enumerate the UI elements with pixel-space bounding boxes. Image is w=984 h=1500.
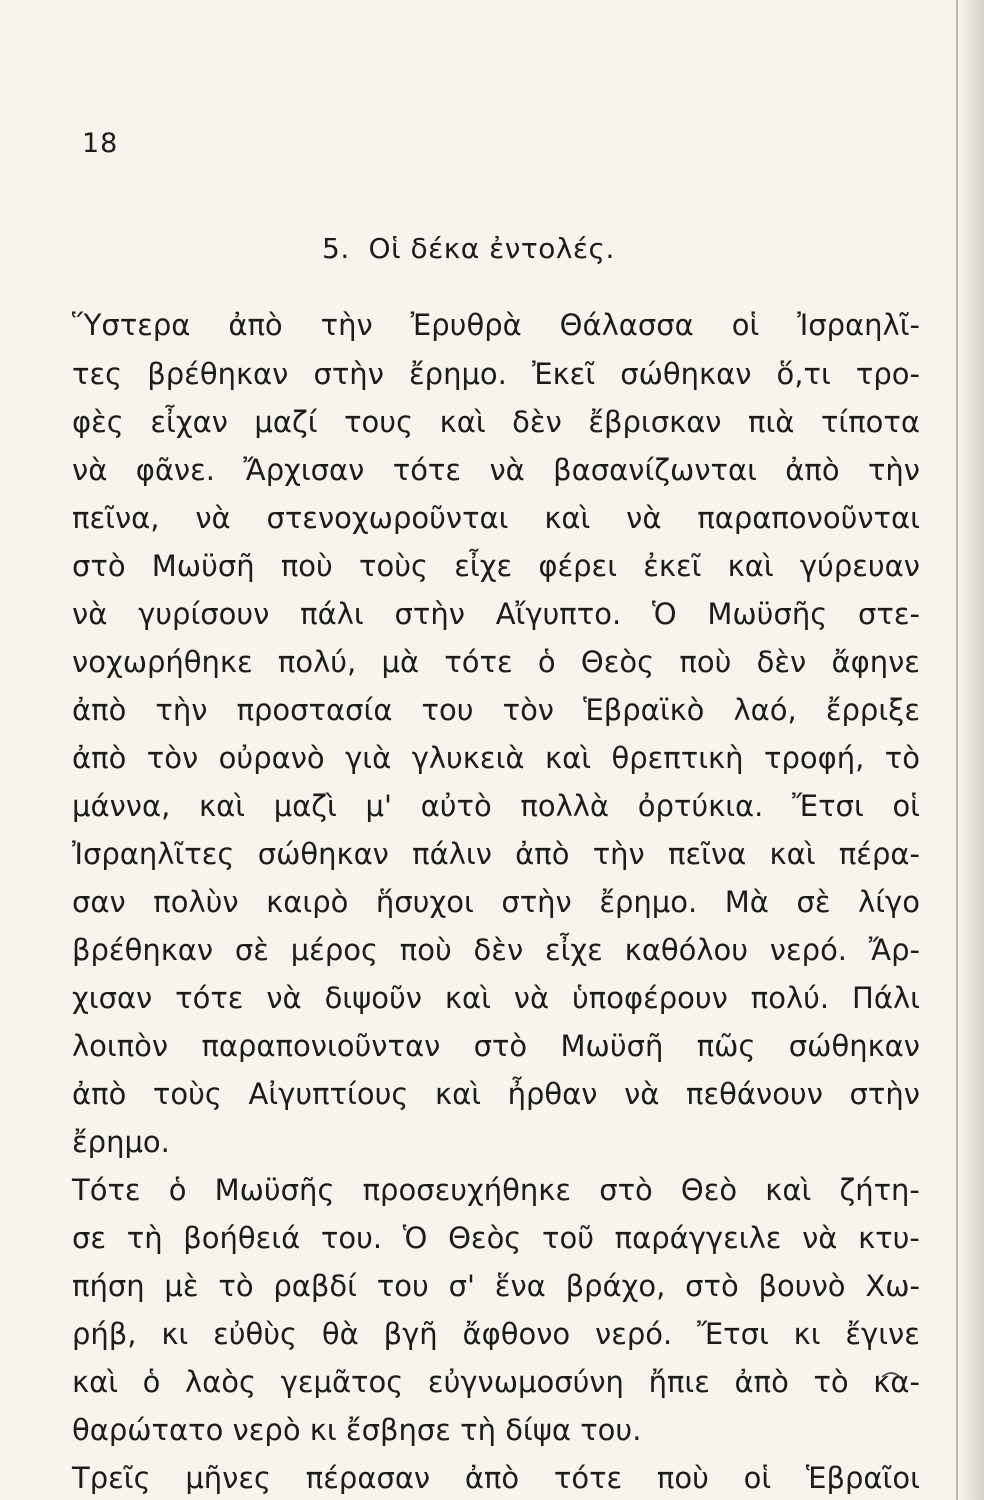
word: καὶ bbox=[439, 405, 486, 439]
word: νερό. bbox=[595, 1317, 673, 1351]
word: νὰ bbox=[72, 453, 108, 487]
text-line bbox=[72, 1168, 920, 1212]
text-line bbox=[72, 1312, 920, 1356]
word: στὸ bbox=[685, 1269, 739, 1303]
text-line bbox=[72, 736, 920, 780]
word: τὴν bbox=[867, 453, 920, 487]
word: ἔγινε bbox=[845, 1317, 920, 1351]
text-line bbox=[72, 976, 920, 1020]
word: τους bbox=[344, 405, 414, 439]
text-line bbox=[72, 640, 920, 684]
word: στε- bbox=[858, 597, 920, 631]
word: χισαν bbox=[72, 981, 153, 1015]
word: στὴν bbox=[394, 597, 465, 631]
word: λαὸς bbox=[185, 1365, 257, 1399]
word: νὰ bbox=[489, 453, 525, 487]
word: Αἴγυπτο. bbox=[495, 597, 622, 631]
word: οὐρανὸ bbox=[218, 741, 325, 775]
word: τρο- bbox=[855, 357, 920, 391]
word: νερό. bbox=[769, 933, 848, 967]
word: αὐτὸ bbox=[420, 789, 492, 823]
word: πιὰ bbox=[748, 405, 795, 439]
word: γεμᾶτος bbox=[280, 1365, 404, 1399]
text-line bbox=[72, 1072, 920, 1116]
word: τὸν bbox=[502, 693, 555, 727]
word: ὅ,τι bbox=[776, 357, 831, 391]
word: ποὺ bbox=[399, 933, 452, 967]
word: τότε bbox=[444, 645, 513, 679]
word: καὶ bbox=[769, 837, 816, 871]
word: πεῖνα bbox=[668, 837, 747, 871]
word: Αἰγυπτίους bbox=[248, 1077, 409, 1111]
word: στὸ bbox=[473, 1029, 528, 1063]
word: καὶ bbox=[198, 789, 246, 823]
word: ἐκεῖ bbox=[643, 549, 702, 583]
word: στὴν bbox=[849, 1077, 920, 1111]
word: Ἑβραϊκὸ bbox=[583, 693, 705, 727]
word: ρήβ, bbox=[72, 1317, 137, 1351]
text-line bbox=[72, 1216, 920, 1260]
word: σὲ bbox=[234, 933, 269, 967]
word: Μωϋσῆ bbox=[560, 1029, 664, 1063]
word: τὸ bbox=[218, 1269, 254, 1303]
word: βουνὸ bbox=[758, 1269, 846, 1303]
word: ἀπὸ bbox=[72, 1077, 127, 1111]
word: νὰ bbox=[266, 981, 302, 1015]
word: μάννα, bbox=[72, 789, 171, 823]
text-line bbox=[72, 928, 920, 972]
word: Μωϋσῆς bbox=[214, 1173, 335, 1207]
word: πεθάνουν bbox=[686, 1077, 823, 1111]
section-heading bbox=[322, 232, 615, 265]
word: τὴν bbox=[320, 308, 373, 342]
word: προστασία bbox=[236, 693, 393, 727]
word: κα- bbox=[873, 1365, 920, 1399]
word: Ἰσραηλῖτες bbox=[72, 837, 235, 871]
word: σὲ bbox=[796, 885, 831, 919]
word: ἄφηνε bbox=[831, 645, 920, 679]
word: ἀπὸ bbox=[734, 1365, 789, 1399]
word: θρεπτικὴ bbox=[611, 741, 744, 775]
word: εὐθὺς bbox=[213, 1317, 298, 1351]
section-number: 5. bbox=[322, 232, 350, 265]
word: του. bbox=[320, 1221, 383, 1255]
word: τὸν bbox=[146, 741, 199, 775]
text-line bbox=[72, 400, 920, 444]
word: τὴν bbox=[155, 693, 208, 727]
text-line bbox=[72, 1024, 920, 1068]
word: παραπονιοῦνταν bbox=[201, 1029, 441, 1063]
word: σ' bbox=[448, 1269, 475, 1303]
word: καὶ bbox=[72, 1365, 119, 1399]
word: τοὺς bbox=[152, 1077, 222, 1111]
word: ἀπὸ bbox=[72, 693, 127, 727]
word: στὴν bbox=[501, 885, 572, 919]
word: προσευχήθηκε bbox=[362, 1173, 572, 1207]
word: εἶχε bbox=[544, 933, 603, 967]
word: ὁ bbox=[168, 1173, 187, 1207]
word: Τότε bbox=[72, 1173, 141, 1207]
word: διψοῦν bbox=[324, 981, 422, 1015]
word: Ἑβραῖοι bbox=[805, 1461, 920, 1495]
word: ποὺ bbox=[280, 549, 333, 583]
word: παράγγειλε bbox=[614, 1221, 782, 1255]
word: Ἔτσι bbox=[792, 789, 864, 823]
word: λίγο bbox=[858, 885, 920, 919]
word: σώθηκαν bbox=[620, 357, 752, 391]
word: φέρει bbox=[538, 549, 618, 583]
word: οἱ bbox=[731, 308, 760, 342]
word: μαζὶ bbox=[273, 789, 337, 823]
text-line bbox=[72, 448, 920, 492]
word: εἶχαν bbox=[150, 405, 228, 439]
word: εὐγνωμοσύνη bbox=[427, 1365, 624, 1399]
text-line bbox=[72, 592, 920, 636]
word: καὶ bbox=[435, 1077, 482, 1111]
word: βοήθειά bbox=[183, 1221, 301, 1255]
word: ποὺ bbox=[679, 645, 732, 679]
word: πέρα- bbox=[838, 837, 920, 871]
word: λοιπὸν bbox=[72, 1029, 169, 1063]
word: καὶ bbox=[544, 741, 592, 775]
word: τὸ bbox=[884, 741, 920, 775]
word: Ἐρυθρὰ bbox=[410, 308, 522, 342]
word: νὰ bbox=[802, 1221, 838, 1255]
page-edge-shadow bbox=[958, 0, 984, 1500]
word: πεῖνα, bbox=[72, 501, 160, 535]
word: τότε bbox=[553, 1461, 623, 1495]
word: πέρασαν bbox=[305, 1461, 431, 1495]
word: πολύ. bbox=[750, 981, 830, 1015]
word: σώθηκαν bbox=[257, 837, 389, 871]
text-line bbox=[72, 688, 920, 732]
word: πολύ, bbox=[277, 645, 357, 679]
word: του bbox=[421, 693, 474, 727]
word: ὁ bbox=[142, 1365, 161, 1399]
word: τες bbox=[72, 357, 123, 391]
word: δὲν bbox=[512, 405, 562, 439]
word: ραβδί bbox=[273, 1269, 357, 1303]
word: Ἰσραηλῖ- bbox=[797, 308, 920, 342]
word: καὶ bbox=[727, 549, 774, 583]
word: τοῦ bbox=[542, 1221, 594, 1255]
word: γυρίσουν bbox=[138, 597, 270, 631]
word: Ὁ bbox=[651, 597, 677, 631]
word: μαζί bbox=[254, 405, 318, 439]
ink-mark bbox=[880, 1370, 902, 1380]
page-number: 18 bbox=[82, 128, 119, 159]
word: τότε bbox=[175, 981, 244, 1015]
word: τὴ bbox=[126, 1221, 163, 1255]
section-title: Οἱ δέκα ἐντολές. bbox=[368, 232, 615, 265]
word: ἀπὸ bbox=[228, 308, 283, 342]
word: Πάλι bbox=[852, 981, 920, 1015]
word: δὲν bbox=[756, 645, 807, 679]
word: καθόλου bbox=[624, 933, 749, 967]
word: ἀπὸ bbox=[72, 741, 127, 775]
word: πολλὰ bbox=[520, 789, 610, 823]
word: σαν bbox=[72, 885, 126, 919]
word: στενοχωροῦνται bbox=[266, 501, 509, 535]
word: ἦρθαν bbox=[507, 1077, 598, 1111]
text-line: θαρώτατο νερὸ κι ἔσβησε τὴ δίψα του. bbox=[72, 1413, 642, 1447]
word: οἱ bbox=[892, 789, 920, 823]
word: μῆνες bbox=[185, 1461, 272, 1495]
word: Θεὸς bbox=[580, 645, 655, 679]
word: ἔρημο. bbox=[599, 885, 698, 919]
word: τίποτα bbox=[820, 405, 920, 439]
word: Θεὸ bbox=[680, 1173, 738, 1207]
text-line bbox=[72, 544, 920, 588]
word: καὶ bbox=[544, 501, 591, 535]
word: καιρὸ bbox=[266, 885, 349, 919]
word: θὰ bbox=[321, 1317, 359, 1351]
word: ὑποφέρουν bbox=[571, 981, 728, 1015]
word: τροφή, bbox=[763, 741, 865, 775]
word: ὁ bbox=[537, 645, 556, 679]
word: τοὺς bbox=[359, 549, 429, 583]
word: ἕνα bbox=[494, 1269, 546, 1303]
word: Ἐκεῖ bbox=[531, 357, 596, 391]
word: τότε bbox=[392, 453, 462, 487]
word: γιὰ bbox=[345, 741, 392, 775]
word: οἱ bbox=[743, 1461, 772, 1495]
word: του bbox=[376, 1269, 429, 1303]
text-line bbox=[72, 832, 920, 876]
word: Θεὸς bbox=[448, 1221, 522, 1255]
word: μὰ bbox=[381, 645, 420, 679]
word: Ἄρχισαν bbox=[243, 453, 365, 487]
word: πήση bbox=[72, 1269, 145, 1303]
word: ποὺ bbox=[656, 1461, 709, 1495]
text-line bbox=[72, 784, 920, 828]
word: πάλιν bbox=[412, 837, 492, 871]
text-line bbox=[72, 1456, 920, 1500]
word: τὸ bbox=[813, 1365, 849, 1399]
word: ἄφθονο bbox=[462, 1317, 571, 1351]
word: στὸ bbox=[599, 1173, 653, 1207]
word: καὶ bbox=[765, 1173, 812, 1207]
word: ἥσυχοι bbox=[375, 885, 474, 919]
word: ἤπιε bbox=[648, 1365, 710, 1399]
word: δὲν bbox=[473, 933, 524, 967]
word: φὲς bbox=[72, 405, 124, 439]
text-line bbox=[72, 1360, 920, 1404]
text-line bbox=[72, 496, 920, 540]
text-line: ἔρημο. bbox=[72, 1125, 170, 1159]
word: σώθηκαν bbox=[788, 1029, 920, 1063]
word: Θάλασσα bbox=[559, 308, 694, 342]
word: ἔβρισκαν bbox=[588, 405, 722, 439]
word: μὲ bbox=[164, 1269, 199, 1303]
text-line bbox=[72, 352, 920, 396]
word: νὰ bbox=[513, 981, 550, 1015]
word: κι bbox=[793, 1317, 821, 1351]
word: γλυκειὰ bbox=[411, 741, 525, 775]
word: παραπονοῦνται bbox=[697, 501, 920, 535]
word: νὰ bbox=[626, 501, 662, 535]
word: Ἄρ- bbox=[868, 933, 920, 967]
word: στὴν bbox=[313, 357, 384, 391]
text-line bbox=[72, 880, 920, 924]
word: νὰ bbox=[195, 501, 231, 535]
text-line bbox=[72, 1264, 920, 1308]
word: στὸ bbox=[72, 549, 126, 583]
word: μέρος bbox=[290, 933, 379, 967]
word: Μωϋσῆς bbox=[707, 597, 828, 631]
word: βασανίζωνται bbox=[553, 453, 757, 487]
word: ἀπὸ bbox=[464, 1461, 520, 1495]
word: βρέθηκαν bbox=[72, 933, 214, 967]
word: νοχωρήθηκε bbox=[72, 645, 253, 679]
word: Τρεῖς bbox=[72, 1461, 151, 1495]
word: Ὕστερα bbox=[72, 308, 191, 342]
word: Ἔτσι bbox=[697, 1317, 769, 1351]
word: λαό, bbox=[733, 693, 797, 727]
word: Μὰ bbox=[724, 885, 769, 919]
word: πολὺν bbox=[153, 885, 239, 919]
word: φᾶνε. bbox=[135, 453, 216, 487]
word: ἔρριξε bbox=[825, 693, 920, 727]
word: Μωϋσῆ bbox=[151, 549, 255, 583]
word: Χω- bbox=[865, 1269, 920, 1303]
word: νὰ bbox=[72, 597, 108, 631]
word: κι bbox=[161, 1317, 189, 1351]
word: ἀπὸ bbox=[515, 837, 570, 871]
word: νὰ bbox=[624, 1077, 660, 1111]
text-line bbox=[72, 303, 920, 347]
word: ἀπὸ bbox=[785, 453, 840, 487]
word: μ' bbox=[365, 789, 392, 823]
word: ἔρημο. bbox=[408, 357, 507, 391]
word: ὀρτύκια. bbox=[637, 789, 764, 823]
word: τὴν bbox=[592, 837, 645, 871]
word: εἶχε bbox=[454, 549, 513, 583]
word: σε bbox=[72, 1221, 107, 1255]
word: καὶ bbox=[444, 981, 491, 1015]
word: γύρευαν bbox=[799, 549, 920, 583]
word: ζήτη- bbox=[839, 1173, 920, 1207]
word: πῶς bbox=[696, 1029, 756, 1063]
word: βγῆ bbox=[383, 1317, 438, 1351]
word: βράχο, bbox=[565, 1269, 666, 1303]
word: πάλι bbox=[300, 597, 364, 631]
word: Ὁ bbox=[402, 1221, 428, 1255]
word: κτυ- bbox=[858, 1221, 920, 1255]
word: βρέθηκαν bbox=[147, 357, 289, 391]
